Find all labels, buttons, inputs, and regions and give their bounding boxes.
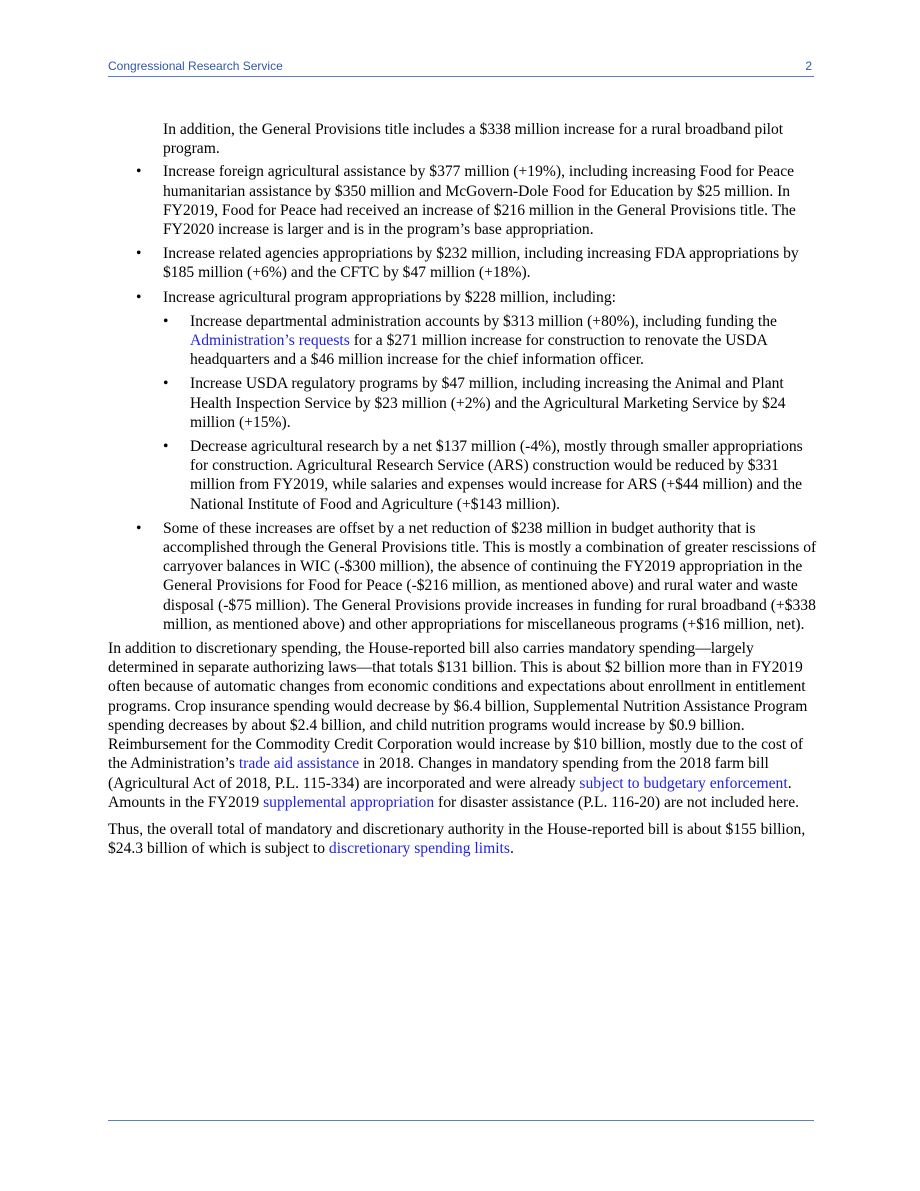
discretionary-spending-limits-link[interactable]: discretionary spending limits (328, 840, 510, 858)
sub-list-item (163, 374, 818, 432)
sub-list-item-text: for a $271 million increase for construction to renovate the USDA headquarters and a $46 million increase for the chief information officer. (190, 332, 767, 369)
list-item-text: Some of these increases are offset by a net reduction of $238 million in budget authority that is accomplished through the General Provisions title. This is mostly a combination of greater rescissions of carryover balances in WIC (-$300 million), the absence of continuing the FY2019 appropriation in the General Provisions for Food for Peace (-$216 million, as mentioned above) and rural water and waste disposal (-$75 million). The General Provisions provide increases in funding for rural broadband (+$338 million, as mentioned above) and other appropriations for miscellaneous programs (+$16 million, net). (163, 519, 817, 633)
overall-total-paragraph (108, 820, 818, 858)
header-title: Congressional Research Service (108, 59, 283, 73)
bullet-icon: • (136, 288, 142, 306)
trade-aid-assistance-link[interactable]: trade aid assistance (238, 755, 360, 773)
paragraph-text: in 2018. Changes in mandatory spending from the 2018 farm bill (Agricultural Act of 2018, P.L. 115-334) are incorporated and were already (108, 755, 769, 792)
page-header (108, 58, 814, 77)
page-number: 2 (805, 59, 812, 73)
continued-paragraph: In addition, the General Provisions title includes a $338 million increase for a rural broadband pilot program. (163, 121, 784, 158)
administrations-requests-link[interactable]: Administration’s requests (190, 332, 350, 350)
bullet-icon: • (136, 245, 142, 263)
list-item-text: Increase agricultural program appropriations by $228 million, including: (163, 288, 616, 306)
list-item (108, 162, 818, 239)
sub-list-item-text: Decrease agricultural research by a net $137 million (-4%), mostly through smaller appropriations for construction. Agricultural Research Service (ARS) construction would be reduced by $331 million from FY2019, while salaries and expenses would increase for ARS (+$44 million) and the National Institute of Food and Agriculture (+$143 million). (190, 438, 803, 513)
bullet-list (108, 162, 818, 634)
list-item (108, 288, 818, 514)
document-body (108, 120, 818, 858)
paragraph-text: for disaster assistance (P.L. 116-20) are not included here. (434, 793, 800, 811)
paragraph-text: . Amounts in the FY2019 (108, 774, 792, 811)
list-item-text: Increase foreign agricultural assistance by $377 million (+19%), including increasing Food for Peace humanitarian assistance by $350 million and McGovern-Dole Food for Education by $25 million. In FY2019, Food for Peace had received an increase of $216 million in the General Provisions title. The FY2020 increase is larger and is in the program’s base appropriation. (163, 163, 796, 239)
sub-list-item-text: Increase departmental administration accounts by $313 million (+80%), including funding the (190, 312, 777, 330)
sub-list-item (163, 437, 818, 514)
paragraph-text: In addition to discretionary spending, the House-reported bill also carries mandatory spending—largely determined in separate authorizing laws—that totals $131 billion. This is about $2 billion more than in FY2019 often because of automatic changes from economic conditions and expectations about enrollment in entitlement programs. Crop insurance spending would decrease by $6.4 billion, Supplemental Nutrition Assistance Program spending decreases by about $2.4 billion, and child nutrition programs would increase by $0.9 billion. Reimbursement for the Commodity Credit Corporation would increase by $10 billion, mostly due to the cost of the Administration’s (108, 640, 808, 773)
bullet-icon: • (136, 519, 142, 537)
supplemental-appropriation-link[interactable]: supplemental appropriation (263, 793, 435, 811)
bullet-icon: • (163, 375, 169, 393)
bullet-icon: • (163, 312, 169, 330)
sub-list-item-text: Increase USDA regulatory programs by $47 million, including increasing the Animal and Plant Health Inspection Service by $23 million (+2%) and the Agricultural Marketing Service by $24 million (+15%). (190, 375, 786, 431)
paragraph-text: Thus, the overall total of mandatory and discretionary authority in the House-reported bill is about $155 billion, $24.3 billion of which is subject to (108, 820, 806, 858)
paragraph-text: . (509, 840, 514, 858)
list-item (108, 519, 818, 634)
bullet-icon: • (136, 163, 142, 181)
sub-list-item (163, 312, 818, 370)
footer-rule (108, 1120, 814, 1121)
list-item-text: Increase related agencies appropriations by $232 million, including increasing FDA appropriations by $185 million (+6%) and the CFTC by $47 million (+18%). (163, 245, 799, 282)
mandatory-spending-paragraph (108, 639, 818, 812)
sub-bullet-list (163, 312, 818, 514)
list-item (108, 244, 818, 282)
bullet-icon: • (163, 438, 169, 456)
budgetary-enforcement-link[interactable]: subject to budgetary enforcement (579, 774, 788, 792)
